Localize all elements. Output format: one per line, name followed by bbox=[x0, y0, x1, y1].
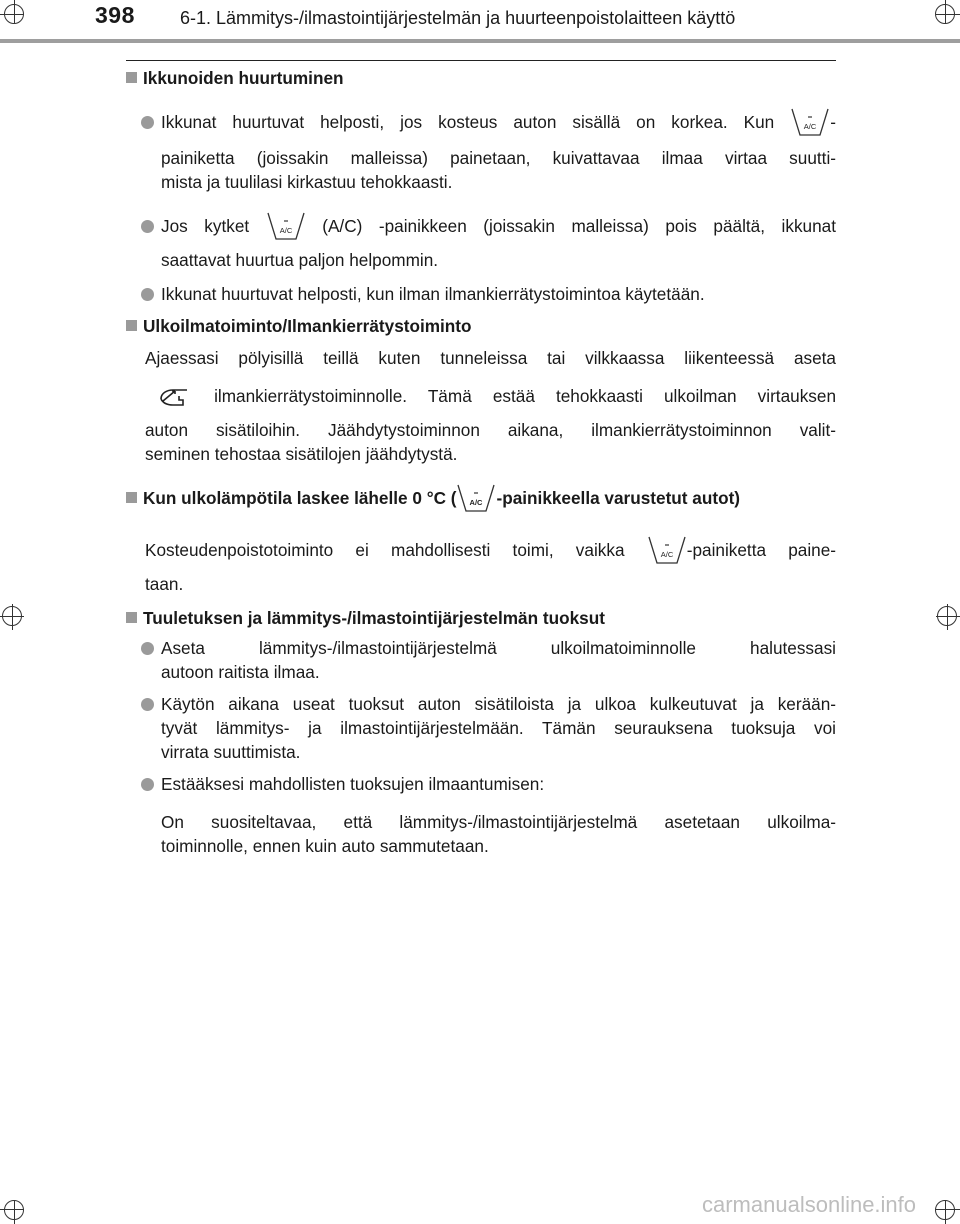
paragraph-line bbox=[145, 532, 836, 568]
page-number: 398 bbox=[95, 2, 135, 28]
header-rule bbox=[0, 39, 960, 43]
svg-text:A/C: A/C bbox=[660, 550, 673, 560]
section-heading-text: -painikkeella varustetut autot) bbox=[496, 488, 741, 508]
page-content bbox=[126, 66, 836, 858]
section-top-rule bbox=[126, 60, 836, 61]
ac-button-icon bbox=[456, 483, 496, 515]
round-bullet-icon bbox=[141, 778, 154, 791]
list-item-text-line: tyvät lämmitys- ja ilmastointijärjestelmään. Tämän seurauksena tuoksuja voi bbox=[161, 718, 836, 738]
paragraph-line: auton sisätiloihin. Jäähdytystoiminnon aikana, ilmankierrätystoiminnon valit- bbox=[145, 420, 836, 440]
list-item-text-line: painiketta (joissakin malleissa) painetaan, kuivattavaa ilmaa virtaa suutti- bbox=[161, 148, 836, 168]
svg-text:A/C: A/C bbox=[470, 498, 483, 508]
svg-text:A/C: A/C bbox=[279, 226, 292, 236]
round-bullet-icon bbox=[141, 698, 154, 711]
list-item-text-line: Estääksesi mahdollisten tuoksujen ilmaantumisen: bbox=[161, 774, 545, 794]
text-span: (A/C) -painikkeen (joissakin malleissa) pois päältä, ikkunat bbox=[322, 216, 836, 236]
crop-mark-mid-right bbox=[930, 602, 960, 632]
section-heading bbox=[126, 606, 836, 630]
list-item-text-line: virrata suuttimista. bbox=[161, 742, 301, 762]
list-item bbox=[126, 282, 836, 306]
svg-text:A/C: A/C bbox=[804, 122, 817, 132]
round-bullet-icon bbox=[141, 220, 154, 233]
text-span: - bbox=[830, 112, 836, 132]
ac-button-icon bbox=[266, 211, 306, 243]
section-heading bbox=[126, 66, 836, 90]
square-bullet-icon bbox=[126, 72, 137, 83]
crop-mark-bottom-right bbox=[930, 1194, 960, 1224]
paragraph-line bbox=[145, 376, 836, 416]
paragraph-line: taan. bbox=[145, 574, 184, 594]
watermark: carmanualsonline.info bbox=[702, 1192, 917, 1217]
list-item bbox=[126, 692, 836, 764]
ac-button-icon bbox=[790, 107, 830, 139]
recirculation-icon bbox=[153, 385, 193, 409]
list-item bbox=[126, 772, 836, 858]
round-bullet-icon bbox=[141, 288, 154, 301]
list-item-text-line bbox=[161, 104, 836, 140]
text-span: Kosteudenpoistotoiminto ei mahdollisesti toimi, vaikka bbox=[145, 540, 625, 560]
round-bullet-icon bbox=[141, 116, 154, 129]
square-bullet-icon bbox=[126, 320, 137, 331]
list-item-text-line: Ikkunat huurtuvat helposti, kun ilman ilmankierrätystoimintoa käytetään. bbox=[161, 284, 705, 304]
crop-mark-top-left bbox=[0, 0, 30, 30]
paragraph-line: Ajaessasi pölyisillä teillä kuten tunneleissa tai vilkkaassa liikenteessä aseta bbox=[145, 348, 836, 368]
list-item-text-line: Käytön aikana useat tuoksut auton sisätiloista ja ulkoa kulkeutuvat ja kerään- bbox=[161, 694, 836, 714]
section-heading-text: Ulkoilmatoiminto/Ilmankierrätystoiminto bbox=[143, 316, 472, 336]
square-bullet-icon bbox=[126, 492, 137, 503]
body-paragraph bbox=[126, 346, 836, 466]
text-span: Jos kytket bbox=[161, 216, 250, 236]
paragraph-line: seminen tehostaa sisätilojen jäähdytystä. bbox=[145, 444, 458, 464]
section-heading bbox=[126, 314, 836, 338]
chapter-title: 6-1. Lämmitys-/ilmastointijärjestelmän ja huurteenpoistolaitteen käyttö bbox=[180, 8, 736, 28]
crop-mark-bottom-left bbox=[0, 1194, 30, 1224]
crop-mark-mid-left bbox=[0, 602, 30, 632]
list-item bbox=[126, 104, 836, 194]
list-item-text-line: On suositeltavaa, että lämmitys-/ilmastointijärjestelmä asetetaan ulkoilma- bbox=[161, 812, 836, 832]
list-item-text-line: saattavat huurtua paljon helpommin. bbox=[161, 250, 439, 270]
list-item-text-line bbox=[161, 208, 836, 244]
text-span: Ikkunat huurtuvat helposti, jos kosteus auton sisällä on korkea. Kun bbox=[161, 112, 775, 132]
section-heading bbox=[126, 480, 836, 516]
crop-mark-top-right bbox=[930, 0, 960, 30]
section-heading-text: Ikkunoiden huurtuminen bbox=[143, 68, 344, 88]
ac-button-icon bbox=[647, 535, 687, 567]
list-item-text-line: toiminnolle, ennen kuin auto sammutetaan. bbox=[161, 836, 489, 856]
section-heading-text: Kun ulkolämpötila laskee lähelle 0 °C ( bbox=[143, 488, 457, 508]
section-heading-text: Tuuletuksen ja lämmitys-/ilmastointijärjestelmän tuoksut bbox=[143, 608, 605, 628]
round-bullet-icon bbox=[141, 642, 154, 655]
list-item bbox=[126, 208, 836, 272]
list-item-text-line: autoon raitista ilmaa. bbox=[161, 662, 320, 682]
list-item bbox=[126, 636, 836, 684]
text-span: -painiketta paine- bbox=[686, 540, 837, 560]
list-item-text-line: mista ja tuulilasi kirkastuu tehokkaasti. bbox=[161, 172, 453, 192]
square-bullet-icon bbox=[126, 612, 137, 623]
text-span: ilmankierrätystoiminnolle. Tämä estää tehokkaasti ulkoilman virtauksen bbox=[214, 386, 837, 406]
list-item-text-line: Aseta lämmitys-/ilmastointijärjestelmä ulkoilmatoiminnolle halutessasi bbox=[161, 638, 836, 658]
body-paragraph bbox=[126, 532, 836, 596]
